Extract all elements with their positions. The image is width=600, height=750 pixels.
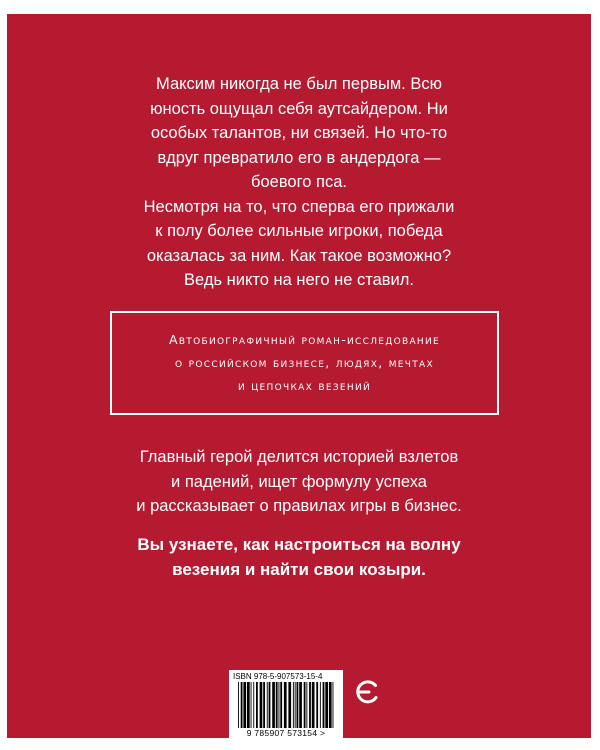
barcode-bar xyxy=(316,682,318,728)
barcode-bar xyxy=(256,682,258,728)
summary-line: Главный герой делится историей взлетов xyxy=(139,448,459,466)
barcode-bar xyxy=(280,682,282,728)
barcode-bar xyxy=(293,682,294,728)
highlight-line: везения и найти свои козыри. xyxy=(172,559,426,579)
barcode-bar xyxy=(288,682,291,728)
annotation-line: оказалась за ним. Как такое возможно? xyxy=(146,246,452,265)
barcode-bar xyxy=(295,682,296,728)
barcode-bar xyxy=(333,682,334,728)
barcode-bar xyxy=(279,682,280,728)
barcode-icon xyxy=(237,682,335,728)
barcode-bar xyxy=(320,682,321,728)
barcode-bar xyxy=(238,682,239,728)
barcode-bar xyxy=(267,682,268,728)
annotation-line: Максим никогда не был первым. Всю xyxy=(156,75,442,93)
annotation-line: Ведь никто на него не ставил. xyxy=(184,271,414,289)
barcode-bar xyxy=(272,682,275,728)
barcode-bar xyxy=(304,682,306,728)
summary-line: и падений, ищет формулу успеха xyxy=(171,472,427,491)
barcode-digits: 9 785907 573154 > xyxy=(246,728,326,738)
annotation-line: особых талантов, ни связей. Но что-то xyxy=(150,124,448,142)
barcode-bar xyxy=(247,682,250,728)
genre-line: Автобиографичный роман-исследование xyxy=(168,332,441,347)
annotation-line: вдруг превратило его в андердога — xyxy=(157,148,441,167)
annotation-text xyxy=(47,72,551,293)
eksmo-e-logo-icon xyxy=(354,679,380,705)
barcode-bar xyxy=(260,682,263,728)
summary-line: и рассказывает о правилах игры в бизнес. xyxy=(136,497,462,515)
summary-text xyxy=(47,445,551,519)
annotation-line: боевого пса. xyxy=(251,173,347,191)
genre-frame xyxy=(110,311,499,415)
back-cover xyxy=(7,14,591,738)
barcode-bar xyxy=(299,682,302,728)
annotation-line: Несмотря на то, что сперва его прижали xyxy=(143,197,455,216)
barcode-bar xyxy=(241,682,243,728)
annotation-line: юность ощущал себя аутсайдером. Ни xyxy=(150,99,448,118)
barcode-bar xyxy=(312,682,315,728)
barcode-bar xyxy=(251,682,252,728)
barcode-bar xyxy=(306,682,307,728)
barcode-bar xyxy=(263,682,265,728)
barcode-bar xyxy=(253,682,254,728)
genre-text xyxy=(112,328,497,397)
barcode-bar xyxy=(323,682,325,728)
genre-line: о российском бизнесе, людях, мечтах xyxy=(175,355,434,370)
barcode-bar xyxy=(297,682,299,728)
barcode-bar xyxy=(243,682,246,728)
barcode-bar xyxy=(269,682,271,728)
highlight-line: Вы узнаете, как настроиться на волну xyxy=(137,535,461,554)
genre-line: и цепочках везений xyxy=(237,378,372,393)
barcode-bar xyxy=(284,682,287,728)
barcode-bar xyxy=(276,682,278,728)
barcode-panel xyxy=(229,670,343,740)
barcode-bar xyxy=(329,682,332,728)
barcode-bar xyxy=(325,682,328,728)
annotation-line: к полу более сильные игроки, победа xyxy=(155,222,443,240)
isbn-label: ISBN 978-5-907573-15-4 xyxy=(233,672,323,681)
barcode-bar xyxy=(309,682,311,728)
highlight-text xyxy=(47,533,551,582)
